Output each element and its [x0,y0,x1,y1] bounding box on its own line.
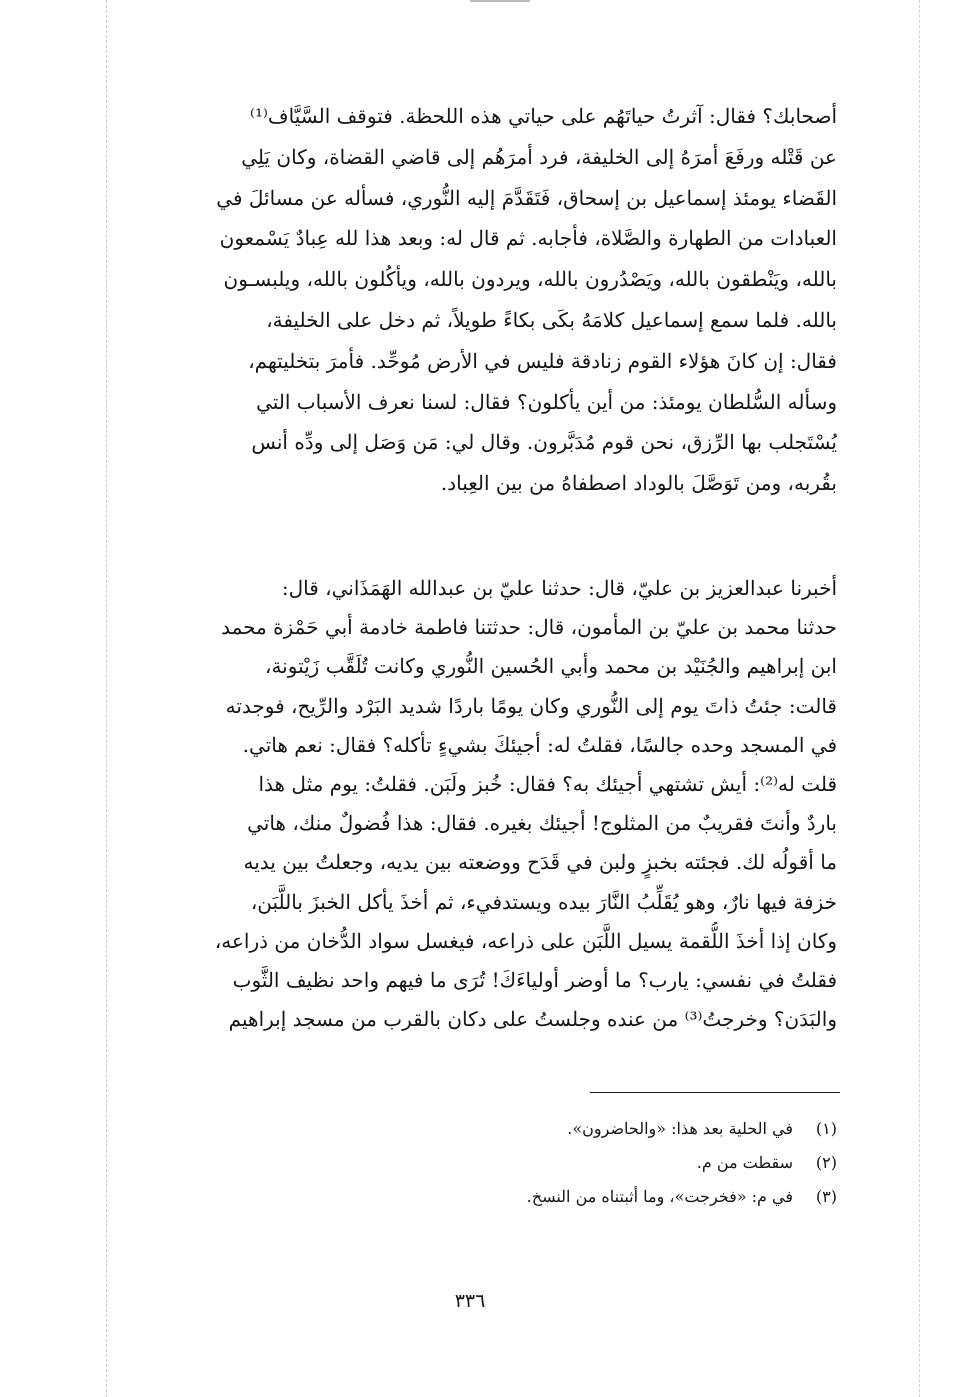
text-line: خزفة فيها نارٌ، وهو يُقَلِّبُ النَّارَ بيده ويستدفيء، ثم أخذَ يأكل الخبزَ باللَّبَن، [250,889,837,914]
footnote-item [137,1112,837,1146]
text-line: بالله، ويَنْطقون بالله، ويَصْدُرون بالله، ويردون بالله، ويأكُلون بالله، ويلبسـون [223,267,837,292]
text-line: القَضاء يومئذ إسماعيل بن إسحاق، فَتَقَدَّمَ إليه النُّوري، فسأله عن مسائلَ في [216,185,837,210]
footnote-text: في الحلية بعد هذا: «والحاضرون». [567,1119,793,1138]
text-line: باردٌ وأنتَ فقريبٌ من المثلوج! أجيئك بغيره. فقال: هذا فُضولٌ منك، هاتي [247,811,837,836]
text-line: قالت: جئتُ ذاتَ يوم إلى النُّوري وكان يومًا باردًا شديد البَرْد والرِّيح، فوجدته [225,693,837,718]
footnote-number: (٣) [815,1187,837,1206]
text-line: عن قَتْله ورفَعَ أمرَهُ إلى الخليفة، فرد أمرَهُم إلى قاضي القضاة، وكان يَلِي [241,144,837,169]
text-line: وكان إذا أخذَ اللُّقمة يسيل اللَّبَن على ذراعه، فيغسل سواد الدُّخان من ذراعه، [214,928,837,953]
text-line: في المسجد وحده جالسًا، فقلتُ له: أجيئكَ بشيءٍ تأكله؟ فقال: نعم هاتي. [242,732,837,757]
footnote-number: (١) [815,1119,837,1138]
paragraph-1 [137,96,837,504]
text-line: وسأله السُّلطان يومئذ: من أين يأكلون؟ فقال: لسنا نعرف الأسباب التي [256,389,837,414]
footnote-text: سقطت من م. [696,1153,793,1172]
footnotes [137,1112,837,1214]
scan-edge-right [919,0,920,1397]
text-line: أصحابك؟ فقال: آثرتُ حياتَهُم على حياتي هذه اللحظة. فتوقف السَّيَّاف⁽¹⁾ [250,104,837,128]
footnote-number: (٢) [815,1153,837,1172]
text-line: فقلتُ في نفسي: يارب؟ ما أوضر أولياءَكَ! تُرَى ما فيهم واحد نظيف الثَّوب [232,967,837,992]
scan-edge-left [106,0,107,1397]
text-line: يُسْتَجلب بها الرِّزق، نحن قوم مُدَبَّرون. وقال لي: مَن وَصَل إلى ودِّه أنس [251,430,837,455]
paragraph-2 [137,569,837,1039]
text-line: والبَدَن؟ وخرجتُ⁽³⁾ من عنده وجلستُ على دكان بالقرب من مسجد إبراهيم [228,1007,837,1032]
page-number: ٣٣٦ [454,1290,486,1312]
footnote-text: في م: «فخرجت»، وما أثبتناه من النسخ. [526,1187,793,1206]
footnote-item [137,1180,837,1214]
footnote-item [137,1146,837,1180]
text-line: أخبرنا عبدالعزيز بن عليّ، قال: حدثنا عليّ بن عبدالله الهَمَذَاني، قال: [281,576,837,600]
text-line: ابن إبراهيم والجُنَيْد بن محمد وأبي الحُسين النُّوري وكانت تُلَقَّب زَيْتونة، [265,654,837,679]
text-line: قلت له⁽²⁾: أيش تشتهي أجيئك به؟ فقال: خُبز ولَبَن. فقلتُ: يوم مثل هذا [258,771,837,796]
text-line: حدثنا محمد بن عليّ بن المأمون، قال: حدثتنا فاطمة خادمة أبي حَمْزة محمد [221,615,837,640]
text-line: بقُربه، ومن تَوَصَّلَ بالوداد اصطفاهُ من بين العِباد. [440,471,837,496]
text-line: فقال: إن كانَ هؤلاء القوم زنادقة فليس في الأرض مُوحِّد. فأمرَ بتخليتهم، [248,348,837,373]
scan-top-mark [470,0,530,2]
text-line: ما أقولُه لك. فجئته بخبزٍ ولبن في قَدَح ووضعته بين يديه، وجعلتُ بين يديه [243,850,837,875]
text-line: العبادات من الطهارة والصَّلاة، فأجابه. ثم قال له: وبعد هذا لله عِبادٌ يَسْمعون [219,226,837,251]
text-line: بالله. فلما سمع إسماعيل كلامَهُ بكَى بكاءً طويلاً، ثم دخل على الخليفة، [266,307,837,332]
footnote-separator [590,1092,840,1093]
